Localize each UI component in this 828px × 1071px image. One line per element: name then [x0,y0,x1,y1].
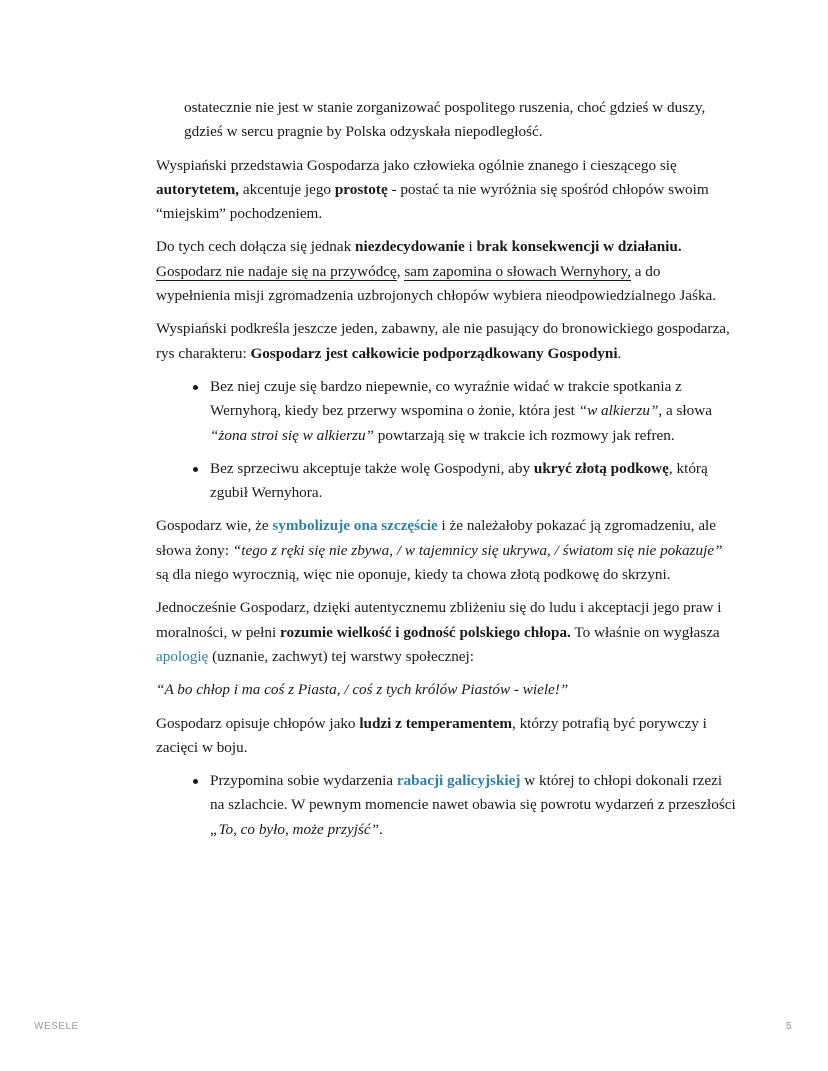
paragraph-character-trait: Wyspiański podkreśla jeszcze jeden, zabawny, ale nie pasujący do bronowickiego gospodarza, rys charakteru: Gospodarz jest całkowicie podporządkowany Gospodyni. [156,320,730,362]
bold-term: autorytetem, [156,180,240,198]
link-symbol[interactable]: symbolizuje ona szczęście [272,517,438,535]
list-item: Przypomina sobie wydarzenia rabacji galicyjskiej w której to chłopi dokonali rzezi na szlachcie. W pewnym momencie nawet obawia się powrotu wydarzeń z przeszłości „To, co było, może przyjść”. [210,769,736,842]
paragraph-continuation: ostatecznie nie jest w stanie zorganizować pospolitego ruszenia, choć gdzieś w duszy, gdzieś w sercu pragnie by Polska odzyskała niepodległość. [184,99,706,141]
document-body [156,96,736,851]
underlined-phrase: sam zapomina o słowach Wernyhory, [404,262,631,280]
link-rabacja[interactable]: rabacji galicyjskiej [396,772,521,790]
paragraph-horseshoe: Gospodarz wie, że symbolizuje ona szczęście i że należałoby pokazać ją zgromadzeniu, ale słowa żony: “tego z ręki się nie zbywa, / w tajemnicy się ukrywa, / światom się nie pokazuje” są dla niego wyrocznią, więc nie oponuje, kiedy ta chowa złotą podkowę do skrzyni. [156,517,723,584]
bold-term: ukryć złotą podkowę [533,459,669,477]
paragraph-apology: Jednocześnie Gospodarz, dzięki autentycznemu zbliżeniu się do ludu i akceptacji jego praw i moralności, w pełni rozumie wielkość i godność polskiego chłopa. To właśnie on wygłasza apologię (uznanie, zachwyt) tej warstwy społecznej: [156,599,722,665]
page-number: 5 [785,1021,792,1032]
bold-term: ludzi z temperamentem [359,714,512,732]
bold-term: brak konsekwencji w działaniu. [476,238,682,256]
list-item: Bez sprzeciwu akceptuje także wolę Gospodyni, aby ukryć złotą podkowę, którą zgubił Wernyhora. [210,457,736,506]
italic-quote: “żona stroi się w alkierzu” [210,426,374,444]
bold-term: rozumie wielkość i godność polskiego chłopa. [280,623,571,641]
footer-title: WESELE [34,1021,79,1032]
list-item: Bez niej czuje się bardzo niepewnie, co wyraźnie widać w trakcie spotkania z Wernyhorą, kiedy bez przerwy wspomina o żonie, która jest “w alkierzu”, a słowa “żona stroi się w alkierzu” powtarzają się w trakcie ich rozmowy jak refren. [210,375,736,448]
paragraph-indecision: Do tych cech dołącza się jednak niezdecydowanie i brak konsekwencji w działaniu. Gospodarz nie nadaje się na przywódcę, sam zapomina o słowach Wernyhory, a do wypełnienia misji zgromadzenia uzbrojonych chłopów wybiera nieodpowiedzialnego Jaśka. [156,238,717,305]
italic-quote: “w alkierzu” [578,402,659,420]
italic-quote: „To, co było, może przyjść” [210,820,380,838]
paragraph-temperament: Gospodarz opisuje chłopów jako ludzi z temperamentem, którzy potrafią być porywczy i zacięci w boju. [156,714,707,756]
bullet-list [156,769,736,842]
paragraph-authority: Wyspiański przedstawia Gospodarza jako człowieka ogólnie znanego i cieszącego się autorytetem, akcentuje jego prostotę - postać ta nie wyróżnia się spośród chłopów swoim “miejskim” pochodzeniem. [156,156,709,223]
italic-quote: “tego z ręki się nie zbywa, / w tajemnicy się ukrywa, / światom się nie pokazuje” [232,541,723,559]
underlined-phrase: Gospodarz nie nadaje się na przywódcę [156,262,397,280]
bold-term: niezdecydowanie [355,238,465,256]
link-apologia[interactable]: apologię [156,647,209,665]
quote-piast: “A bo chłop i ma coś z Piasta, / coś z tych królów Piastów - wiele!” [156,681,569,699]
bullet-list [156,375,736,505]
bold-term: Gospodarz jest całkowicie podporządkowany Gospodyni [250,344,618,362]
bold-term: prostotę [334,180,388,198]
